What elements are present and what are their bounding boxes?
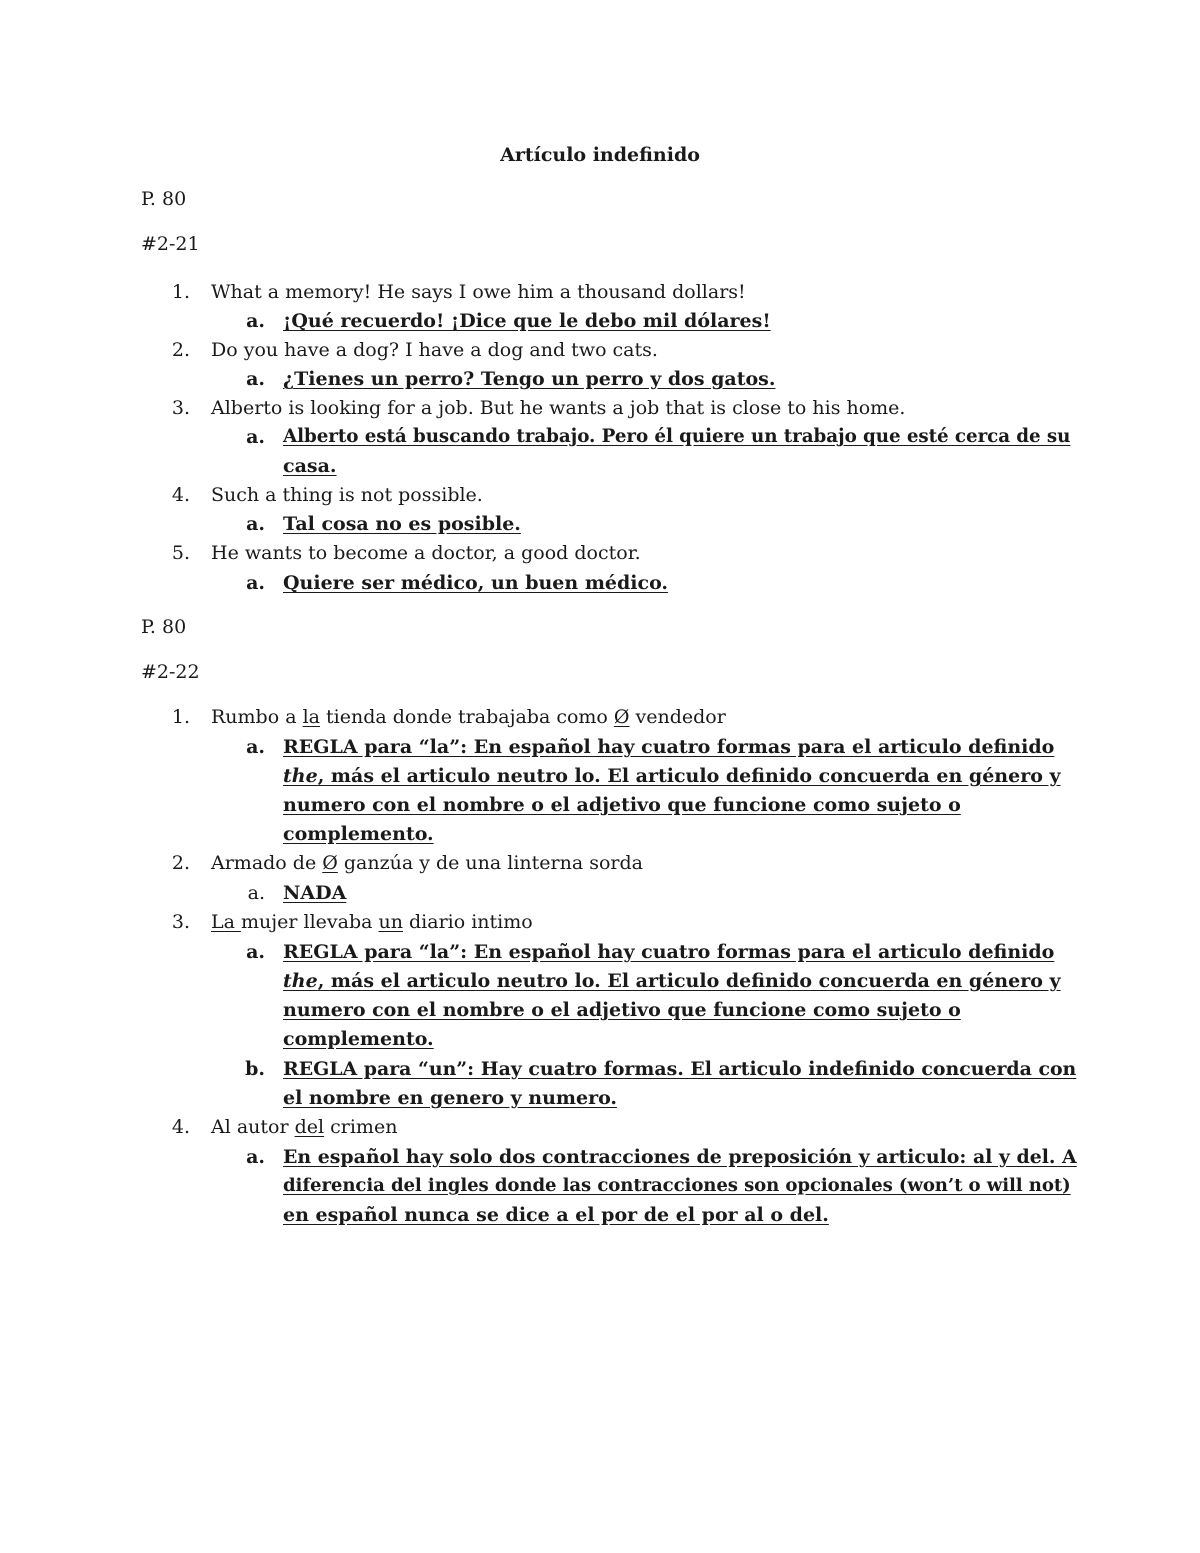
answer-letter: a. [246,1146,265,1168]
exercise-label: #2-21 [141,233,200,255]
page-label: P. 80 [141,616,187,638]
article-underlined: un [378,911,403,933]
answer-text: numero con el nombre o el adjetivo que funcione como sujeto o [283,999,961,1021]
answer-text: complemento. [283,823,434,845]
answer-letter: a. [246,310,265,332]
article-underlined: La [211,911,241,933]
answer-letter: b. [245,1058,265,1080]
answer-letter: a. [246,513,265,535]
answer-text: Tal cosa no es posible. [283,513,521,535]
answer-text: casa. [283,455,337,477]
answer-letter: a. [246,941,265,963]
item-number: 4. [171,1116,190,1138]
item-number: 2. [171,852,190,874]
answer-text: el nombre en genero y numero. [283,1087,618,1109]
item-text: Do you have a dog? I have a dog and two cats. [211,339,658,361]
answer-letter: a. [246,368,265,390]
null-article-underlined: Ø [613,706,630,728]
item-text: La mujer llevaba un diario intimo [211,911,533,933]
item-text: Alberto is looking for a job. But he wants a job that is close to his home. [211,397,906,419]
answer-text: ¡Qué recuerdo! ¡Dice que le debo mil dólares! [283,310,771,332]
answer-text: En español hay solo dos contracciones de preposición y articulo: al y del. A [283,1146,1077,1168]
article-underlined: la [302,706,320,728]
item-text: Al autor del crimen [211,1116,398,1138]
answer-text: diferencia del ingles donde las contracciones son opcionales (won’t o will not) [283,1175,1071,1196]
item-number: 5. [171,542,190,564]
item-number: 1. [171,706,190,728]
answer-text: en español nunca se dice a el por de el por al o del. [283,1204,829,1226]
answer-letter: a. [247,882,265,904]
item-text: Armado de Ø ganzúa y de una linterna sorda [211,852,643,874]
exercise-label: #2-22 [141,661,200,683]
document-title: Artículo indefinido [500,144,700,166]
item-number: 2. [171,339,190,361]
answer-letter: a. [246,426,265,448]
item-text: Rumbo a la tienda donde trabajaba como Ø vendedor [211,706,726,728]
answer-text: the, más el articulo neutro lo. El articulo definido concuerda en género y [283,970,1061,992]
item-text: Such a thing is not possible. [211,484,483,506]
answer-letter: a. [246,736,265,758]
item-number: 3. [171,911,190,933]
page-label: P. 80 [141,188,187,210]
item-text: He wants to become a doctor, a good doctor. [211,542,641,564]
item-number: 3. [171,397,190,419]
item-number: 4. [171,484,190,506]
item-number: 1. [171,281,190,303]
answer-letter: a. [246,572,265,594]
null-article-underlined: Ø [322,852,338,874]
answer-text: REGLA para “la”: En español hay cuatro formas para el articulo definido [283,736,1055,758]
answer-text: REGLA para “la”: En español hay cuatro formas para el articulo definido [283,941,1055,963]
answer-text: ¿Tienes un perro? Tengo un perro y dos gatos. [283,368,776,390]
answer-text: NADA [283,882,347,904]
article-underlined: del [294,1116,325,1138]
answer-text: numero con el nombre o el adjetivo que funcione como sujeto o [283,794,961,816]
answer-text: Quiere ser médico, un buen médico. [283,572,669,594]
answer-text: complemento. [283,1028,434,1050]
answer-text: Alberto está buscando trabajo. Pero él quiere un trabajo que esté cerca de su [283,426,1071,447]
answer-text: the, más el articulo neutro lo. El articulo definido concuerda en género y [283,765,1061,787]
answer-text: REGLA para “un”: Hay cuatro formas. El articulo indefinido concuerda con [283,1058,1077,1080]
item-text: What a memory! He says I owe him a thousand dollars! [211,281,746,303]
